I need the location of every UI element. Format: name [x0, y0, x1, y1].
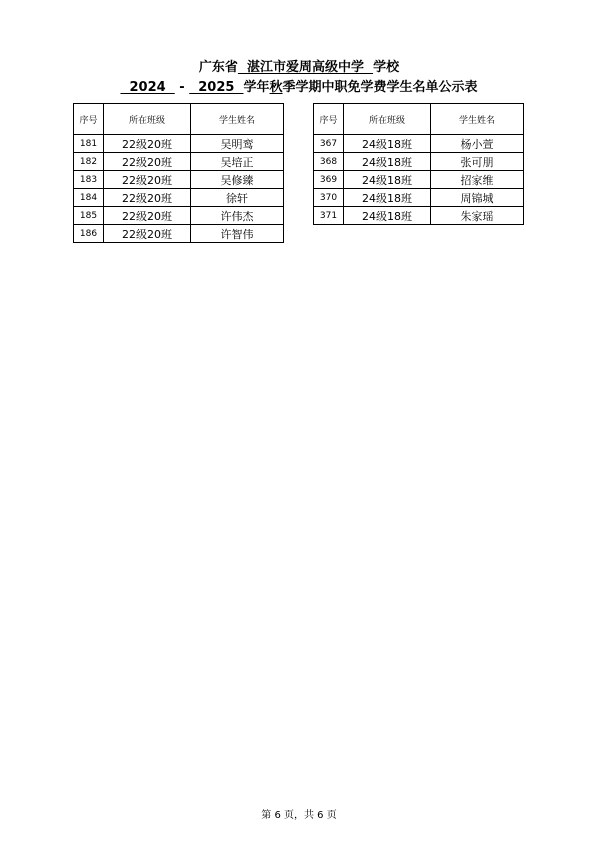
term-name: 秋: [269, 80, 283, 95]
cell-no: 368: [314, 153, 344, 171]
document-subtitle: [0, 76, 598, 95]
table-row: [314, 189, 524, 207]
table-row: [74, 225, 284, 243]
table-row: [314, 207, 524, 225]
table-row: [314, 171, 524, 189]
student-table-right: [313, 103, 524, 225]
page-footer: 第 6 页，共 6 页: [261, 810, 337, 821]
table-header-row: [314, 104, 524, 135]
cell-class: 22级20班: [104, 171, 191, 189]
table-row: [74, 171, 284, 189]
school-suffix: 学校: [373, 60, 400, 75]
header-class: 所在班级: [104, 104, 191, 135]
cell-name: 吴明鸾: [191, 135, 284, 153]
year-end: 2025: [189, 80, 244, 95]
title-blank: [364, 60, 373, 75]
title-blank: [238, 60, 247, 75]
cell-class: 22级20班: [104, 225, 191, 243]
cell-no: 367: [314, 135, 344, 153]
cell-no: 185: [74, 207, 104, 225]
table-row: [74, 135, 284, 153]
header-name: 学生姓名: [191, 104, 284, 135]
cell-class: 22级20班: [104, 153, 191, 171]
cell-no: 370: [314, 189, 344, 207]
subtitle-rest: 季学期中职免学费学生名单公示表: [282, 80, 478, 95]
cell-no: 184: [74, 189, 104, 207]
cell-no: 371: [314, 207, 344, 225]
table-row: [74, 153, 284, 171]
cell-name: 徐轩: [191, 189, 284, 207]
cell-name: 许智伟: [191, 225, 284, 243]
cell-no: 181: [74, 135, 104, 153]
header-name: 学生姓名: [431, 104, 524, 135]
cell-class: 24级18班: [344, 135, 431, 153]
cell-name: 吴修臻: [191, 171, 284, 189]
cell-name: 周锦城: [431, 189, 524, 207]
header-no: 序号: [74, 104, 104, 135]
cell-no: 183: [74, 171, 104, 189]
cell-class: 22级20班: [104, 135, 191, 153]
cell-class: 24级18班: [344, 171, 431, 189]
table-row: [74, 189, 284, 207]
cell-class: 22级20班: [104, 189, 191, 207]
year-dash: -: [174, 80, 190, 95]
cell-class: 22级20班: [104, 207, 191, 225]
document-title: [0, 56, 598, 75]
school-name: 湛江市爱周高级中学: [246, 60, 364, 75]
cell-name: 吴培正: [191, 153, 284, 171]
cell-class: 24级18班: [344, 207, 431, 225]
cell-no: 182: [74, 153, 104, 171]
table-row: [314, 135, 524, 153]
cell-class: 24级18班: [344, 153, 431, 171]
table-header-row: [74, 104, 284, 135]
cell-no: 186: [74, 225, 104, 243]
province-label: 广东省: [198, 60, 238, 75]
cell-name: 朱家瑶: [431, 207, 524, 225]
table-row: [74, 207, 284, 225]
cell-name: 招家维: [431, 171, 524, 189]
header-class: 所在班级: [344, 104, 431, 135]
cell-no: 369: [314, 171, 344, 189]
student-table-left: [73, 103, 284, 243]
cell-name: 杨小萱: [431, 135, 524, 153]
header-no: 序号: [314, 104, 344, 135]
table-row: [314, 153, 524, 171]
year-start: 2024: [120, 80, 175, 95]
cell-class: 24级18班: [344, 189, 431, 207]
cell-name: 许伟杰: [191, 207, 284, 225]
cell-name: 张可朋: [431, 153, 524, 171]
school-year-label: 学年: [243, 80, 270, 95]
